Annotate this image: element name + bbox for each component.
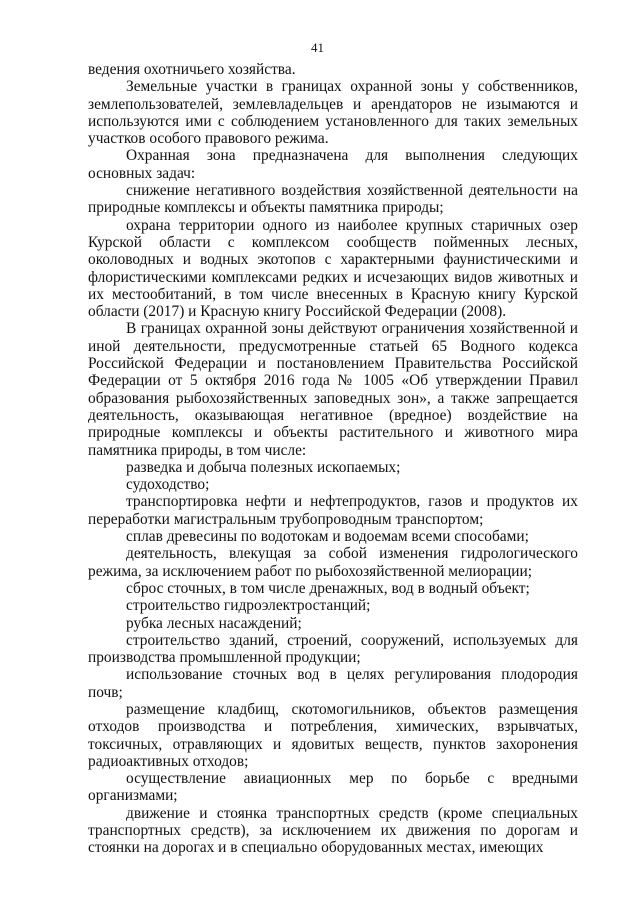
list-item: использование сточных вод в целях регулирования плодородия почв; xyxy=(88,666,578,701)
list-item: осуществление авиационных мер по борьбе с вредными организмами; xyxy=(88,770,578,805)
list-item: судоходство; xyxy=(126,476,210,494)
document-body xyxy=(88,61,578,857)
list-item: снижение негативного воздействия хозяйственной деятельности на природные комплексы и объекты памятника природы; xyxy=(88,182,578,217)
list-item: транспортировка нефти и нефтепродуктов, газов и продуктов их переработки магистральным трубопроводным транспортом; xyxy=(88,493,578,528)
list-item: охрана территории одного из наиболее крупных старичных озер Курской области с комплексом сообществ пойменных лесных, околоводных и водных экотопов с характерными фаунистическими и флористическими комплексами редких и исчезающих видов животных и их местообитаний, в том числе внесенных в Красную книгу Курской области (2017) и Красную книгу Российской Федерации (2008). xyxy=(88,216,578,321)
list-item: строительство гидроэлектростанций; xyxy=(126,597,371,615)
list-item: размещение кладбищ, скотомогильников, объектов размещения отходов производства и потребления, химических, взрывчатых, токсичных, отравляющих и ядовитых веществ, пунктов захоронения радиоактивных отходов; xyxy=(88,700,578,770)
list-item: движение и стоянка транспортных средств (кроме специальных транспортных средств), за исключением их движения по дорогам и стоянки на дорогах и в специально оборудованных местах, имеющих xyxy=(88,804,578,857)
list-item: рубка лесных насаждений; xyxy=(126,614,302,632)
page-number: 41 xyxy=(311,40,324,55)
list-item: сброс сточных, в том числе дренажных, вод в водный объект; xyxy=(126,579,530,597)
list-item: деятельность, влекущая за собой изменения гидрологического режима, за исключением работ по рыбохозяйственной мелиорации; xyxy=(88,545,578,580)
paragraph: Земельные участки в границах охранной зоны у собственников, землепользователей, землевладельцев и арендаторов не изымаются и используются ими с соблюдением установленного для таких земельных участков особого правового режима. xyxy=(88,78,578,148)
list-item: сплав древесины по водотокам и водоемам всеми способами; xyxy=(126,528,529,546)
paragraph: ведения охотничьего хозяйства. xyxy=(88,61,296,78)
list-item: разведка и добыча полезных ископаемых; xyxy=(126,458,401,476)
paragraph: Охранная зона предназначена для выполнения следующих основных задач: xyxy=(88,147,578,182)
paragraph: В границах охранной зоны действуют ограничения хозяйственной и иной деятельности, предусмотренные статьей 65 Водного кодекса Российской Федерации и постановлением Правительства Российской Федерации от 5 октября 2016 года № 1005 «Об утверждении Правил образования рыбохозяйственных заповедных зон», а также запрещается деятельность, оказывающая негативное (вредное) воздействие на природные комплексы и объекты растительного и животного мира памятника природы, в том числе: xyxy=(88,320,578,459)
list-item: строительство зданий, строений, сооружений, используемых для производства промышленной продукции; xyxy=(88,631,578,667)
